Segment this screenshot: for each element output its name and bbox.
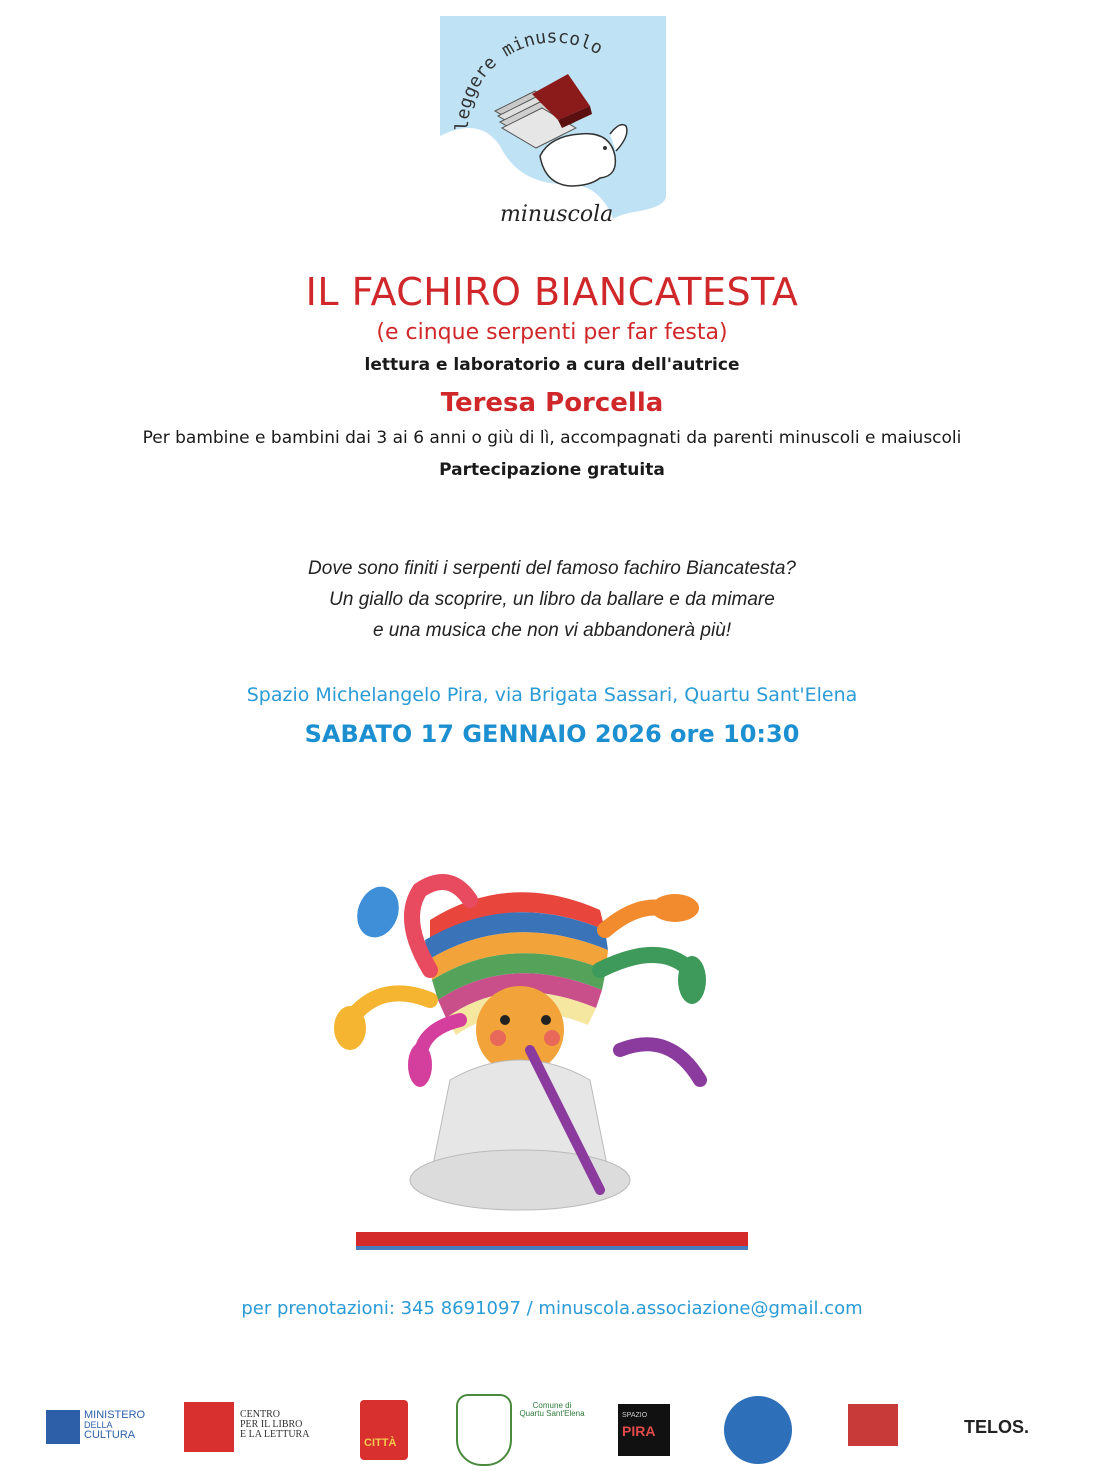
event-subtitle: (e cinque serpenti per far festa): [376, 320, 728, 345]
cepell-emblem-icon: [184, 1402, 234, 1452]
fakir-illustration: [320, 860, 760, 1260]
minuscola-logo: [440, 16, 666, 244]
blurb-line-1: Dove sono finiti i serpenti del famoso fachiro Biancatesta?: [308, 558, 796, 579]
sponsor-mic: MINISTERO DELLA CULTURA: [84, 1409, 146, 1441]
citta-emblem-icon: [360, 1400, 408, 1460]
sponsor-pira-small: SPAZIO: [622, 1412, 648, 1419]
libraries-emblem-icon: [848, 1404, 898, 1446]
sponsor-pira: PIRA: [622, 1423, 656, 1439]
participation-text: Partecipazione gratuita: [439, 460, 665, 480]
logo-brand-text: minuscola: [500, 202, 614, 227]
logo-arc-text: leggere minuscolo: [451, 26, 607, 132]
event-title: IL FACHIRO BIANCATESTA: [305, 270, 799, 314]
minuscola-circle-icon: [724, 1396, 792, 1464]
blurb-line-3: e una musica che non vi abbandonerà più!: [372, 620, 732, 641]
comune-crest-icon: [456, 1394, 512, 1466]
venue-text: Spazio Michelangelo Pira, via Brigata Sassari, Quartu Sant'Elena: [246, 684, 858, 706]
event-datetime: SABATO 17 GENNAIO 2026 ore 10:30: [304, 720, 800, 748]
sponsor-citta: CITTÀ: [364, 1437, 397, 1449]
sponsor-logos: [0, 1390, 1104, 1472]
sponsor-comune: Comune di Quartu Sant'Elena: [519, 1401, 585, 1418]
booking-contact[interactable]: per prenotazioni: 345 8691097 / minuscola.associazione@gmail.com: [241, 1298, 863, 1319]
audience-text: Per bambine e bambini dai 3 ai 6 anni o giù di lì, accompagnati da parenti minuscoli e maiuscoli: [142, 428, 962, 448]
sponsor-cepell: CENTRO PER IL LIBRO E LA LETTURA: [240, 1409, 310, 1440]
nail-bed-icon: [356, 1232, 748, 1250]
author-name: Teresa Porcella: [440, 388, 664, 418]
blurb-line-2: Un giallo da scoprire, un libro da ballare e da mimare: [329, 589, 775, 610]
event-byline: lettura e laboratorio a cura dell'autrice: [364, 355, 740, 375]
sponsor-telos: TELOS.: [964, 1417, 1030, 1437]
mic-emblem-icon: [46, 1410, 80, 1444]
